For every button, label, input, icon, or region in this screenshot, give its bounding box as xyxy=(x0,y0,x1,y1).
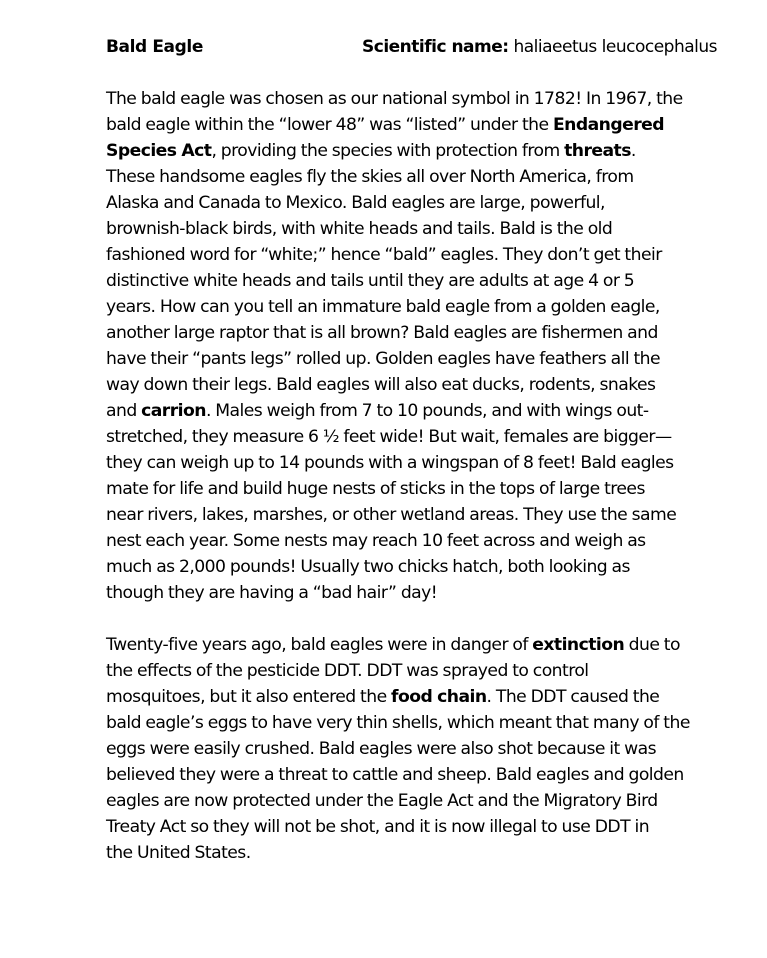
text-segment: and xyxy=(106,401,142,421)
text-line xyxy=(106,580,736,606)
text-segment: near rivers, lakes, marshes, or other wetland areas. They use the same xyxy=(106,505,677,525)
text-line xyxy=(106,398,736,424)
text-segment: years. How can you tell an immature bald eagle from a golden eagle, xyxy=(106,297,660,317)
text-segment: Treaty Act so they will not be shot, and it is now illegal to use DDT in xyxy=(106,817,650,837)
bold-term: threats xyxy=(564,141,631,161)
text-line xyxy=(106,138,736,164)
text-line xyxy=(106,320,736,346)
text-line xyxy=(106,762,736,788)
text-line xyxy=(106,424,736,450)
paragraph-1 xyxy=(106,86,736,606)
text-segment: Alaska and Canada to Mexico. Bald eagles are large, powerful, xyxy=(106,193,605,213)
text-segment: . xyxy=(630,141,636,161)
text-segment: , providing the species with protection from xyxy=(211,141,565,161)
bold-term: Species Act xyxy=(106,141,212,161)
document-title: Bald Eagle xyxy=(106,37,203,57)
text-line xyxy=(106,86,736,112)
text-line xyxy=(106,450,736,476)
text-segment: Twenty-five years ago, bald eagles were in danger of xyxy=(106,635,533,655)
text-segment: mate for life and build huge nests of sticks in the tops of large trees xyxy=(106,479,645,499)
text-segment: bald eagle’s eggs to have very thin shells, which meant that many of the xyxy=(106,713,690,733)
text-line xyxy=(106,840,736,866)
document-page xyxy=(106,32,736,866)
text-line xyxy=(106,502,736,528)
text-line xyxy=(106,814,736,840)
text-line xyxy=(106,372,736,398)
text-segment: due to xyxy=(624,635,680,655)
bold-term: carrion xyxy=(141,401,206,421)
text-line xyxy=(106,216,736,242)
text-line xyxy=(106,684,736,710)
text-line xyxy=(106,268,736,294)
scientific-name xyxy=(362,32,717,62)
text-line xyxy=(106,164,736,190)
text-segment: distinctive white heads and tails until they are adults at age 4 or 5 xyxy=(106,271,635,291)
text-segment: bald eagle within the “lower 48” was “listed” under the xyxy=(106,115,553,135)
text-segment: way down their legs. Bald eagles will also eat ducks, rodents, snakes xyxy=(106,375,656,395)
text-segment: brownish-black birds, with white heads and tails. Bald is the old xyxy=(106,219,613,239)
text-segment: another large raptor that is all brown? Bald eagles are fishermen and xyxy=(106,323,658,343)
text-line xyxy=(106,112,736,138)
text-segment: stretched, they measure 6 ½ feet wide! But wait, females are bigger— xyxy=(106,427,672,447)
text-line xyxy=(106,632,736,658)
text-segment: believed they were a threat to cattle and sheep. Bald eagles and golden xyxy=(106,765,684,785)
text-segment: though they are having a “bad hair” day! xyxy=(106,583,438,603)
text-line xyxy=(106,190,736,216)
text-segment: The bald eagle was chosen as our national symbol in 1782! In 1967, the xyxy=(106,89,683,109)
text-line xyxy=(106,554,736,580)
bold-term: Endangered xyxy=(552,115,664,135)
text-line xyxy=(106,658,736,684)
scientific-name-value: haliaeetus leucocephalus xyxy=(513,37,718,57)
paragraph-2 xyxy=(106,632,736,866)
text-line xyxy=(106,788,736,814)
document-header xyxy=(106,32,736,62)
text-segment: mosquitoes, but it also entered the xyxy=(106,687,392,707)
text-line xyxy=(106,736,736,762)
text-line xyxy=(106,294,736,320)
text-line xyxy=(106,346,736,372)
text-segment: they can weigh up to 14 pounds with a wingspan of 8 feet! Bald eagles xyxy=(106,453,674,473)
text-segment: eagles are now protected under the Eagle Act and the Migratory Bird xyxy=(106,791,658,811)
text-segment: These handsome eagles fly the skies all over North America, from xyxy=(106,167,634,187)
text-segment: eggs were easily crushed. Bald eagles were also shot because it was xyxy=(106,739,657,759)
text-segment: . Males weigh from 7 to 10 pounds, and with wings out- xyxy=(205,401,649,421)
text-line xyxy=(106,242,736,268)
scientific-name-label: Scientific name: xyxy=(362,37,509,57)
text-segment: nest each year. Some nests may reach 10 feet across and weigh as xyxy=(106,531,646,551)
text-segment: the effects of the pesticide DDT. DDT was sprayed to control xyxy=(106,661,589,681)
text-line xyxy=(106,710,736,736)
text-segment: have their “pants legs” rolled up. Golden eagles have feathers all the xyxy=(106,349,661,369)
text-line xyxy=(106,528,736,554)
text-segment: fashioned word for “white;” hence “bald” eagles. They don’t get their xyxy=(106,245,662,265)
text-segment: the United States. xyxy=(106,843,251,863)
text-segment: . The DDT caused the xyxy=(486,687,660,707)
text-segment: much as 2,000 pounds! Usually two chicks hatch, both looking as xyxy=(106,557,630,577)
text-line xyxy=(106,476,736,502)
bold-term: food chain xyxy=(391,687,487,707)
bold-term: extinction xyxy=(532,635,625,655)
